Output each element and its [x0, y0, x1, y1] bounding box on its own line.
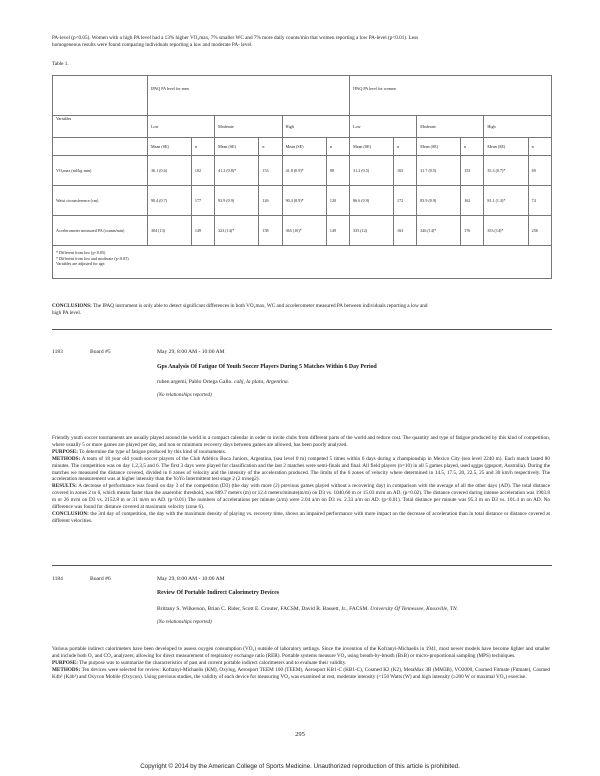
purpose-text: The purpose was to summarize the characteristics of past and current portable indirect calorimeters and to evaluate their validity. [77, 659, 347, 666]
table-row [53, 156, 552, 186]
copyright-notice: Copyright © 2014 by the American College of Sports Medicine. Unauthorized reproduction of this article is prohibited. [140, 763, 460, 770]
abstract-authors [157, 379, 289, 385]
header-variables: Variables [53, 116, 148, 138]
abstract-purpose [52, 449, 550, 456]
header-blank [53, 138, 148, 156]
purpose-label: PURPOSE: [52, 448, 78, 455]
abstract-authors [157, 606, 458, 612]
methods-label: METHODS: [52, 666, 81, 673]
results-label: RESULTS: [52, 483, 77, 490]
cell: 93.9 (0.9) [215, 186, 259, 216]
purpose-label: PURPOSE: [52, 659, 78, 666]
results-text: A decrease of performance was found on day 3 of the competition (D3) (the day with more (2) previous games played without a recovering day) in comparison with the average of all the other days (AD). The total distance covered in zones 2 to 6, which means faster than the anaerobic threshold, was 889.7 meters (m) or 12.4 meters/minute(m/m) on D3 vs. 1040.60 m or 15.03 m/m on AD. (p<0.02). The distance covered during intense acceleration was 1903.8 m or 26 m/m on D3 vs. 2152.8 m or 31 m/m on AD. (p<0.01) The numbers of accelerations per minute (a/m) were 2.04 a/m on D3 vs. 2.33 a/m on AD. (p<0.01). Total distance per minute was 95.3 m on D3 vs. 101.4 m on AD. No difference was found for distance covered at maximum velocity (zone 6). [52, 483, 550, 511]
cell: 153 [461, 156, 484, 186]
cell: 165 [394, 156, 417, 186]
cell: 36.1 (0.6) [148, 156, 192, 186]
cell: 90.4 (0.9)* [282, 186, 326, 216]
header-n: n [528, 138, 551, 156]
abstract-board: Board #5 [90, 349, 111, 355]
header-level: Moderate [215, 116, 283, 138]
conclusions-paragraph [52, 303, 550, 317]
abstract-body [52, 646, 550, 681]
header-n: n [326, 138, 349, 156]
cell: 353 (14)* [484, 216, 528, 246]
conclusions-text-2: high PA level. [52, 309, 82, 316]
header-level: Low [350, 116, 417, 138]
abstract-number: 1184 [52, 576, 63, 582]
cell: 102 [191, 156, 214, 186]
header-mean: Mean (SE) [282, 138, 326, 156]
header-mean: Mean (SE) [148, 138, 192, 156]
header-n: n [191, 138, 214, 156]
abstract-methods [52, 667, 550, 681]
cell: 149 [191, 216, 214, 246]
header-mean: Mean (SE) [484, 138, 528, 156]
abstract-methods [52, 456, 550, 484]
purpose-text: To determine the type of fatigue produced by this kind of tournaments. [77, 448, 227, 455]
cell: 86.6 (0.9) [350, 186, 394, 216]
cell: 176 [461, 216, 484, 246]
table-notes [53, 246, 552, 279]
divider [52, 329, 552, 330]
cell: 90.4 (0.7) [148, 186, 192, 216]
header-mean: Mean (SE) [215, 138, 259, 156]
header-n: n [259, 138, 282, 156]
table-label: Table 1. [52, 61, 69, 67]
row-label: Waist circumference (cm) [53, 186, 148, 216]
cell: 98 [326, 156, 349, 186]
conclusion-text: the 3rd day of competition, the day with the maximum density of playing vs. recovery time, shows an impaired performance with more impact on the decrease of acceleration than in total distance or distance covered at different velocities. [52, 510, 550, 524]
cell: 172 [394, 186, 417, 216]
header-men: IPAQ PA level for men [148, 76, 350, 116]
methods-text: Ten devices were selected for review: Kofranyi-Michaelis (KM), Oxylog, Aerosport TEEM 100 (TEEM), Aerosport KB1-C (KB1-C), Cosmed K2 (K2), MetaMax 3B (MM3B), VO2000, Cosmed Fitmate (Fitmate), Cosmed K4b² (K4b²) and Oxycon Mobile (Oxycon). Using previous studies, the validity of each device for measuring VO₂ was examined at rest, moderate intensity (<150 Watts (W) and high intensity (≥200 W or maximal VO₂) exercise. [52, 666, 550, 680]
cell: 153 [259, 156, 282, 186]
methods-text: A team of 18 year old youth soccer players of the Club Atlético Boca Juniors, Argentina, (sea level 0 m) competed 5 times within 6 days during a championship in Mexico City (sea level 2240 m). Each match lasted 80 minutes. The competition was on day 1,2,3,5 and 6. The first 3 days were played for classification and the last 2 matches were semi-finals and final. All field players (n=10) in all 5 games played, used sggps (gpsport, Australia). During the matches we measured the distance covered, divided in 6 zones of velocity and the intensity of the acceleration produced. The limits of the 6 zones of velocity where determined in 14.5, 17.5, 20, 22.5, 25 and 30 km/h respectively. The acceleration measurement was at higher intensity than the YoYo Intermittent test stage 2 (2 m/seg2). [52, 455, 550, 483]
header-level: Low [148, 116, 215, 138]
header-mean: Mean (SE) [350, 138, 394, 156]
row-label: VO₂max (ml/kg·min) [53, 156, 148, 186]
table-row [53, 186, 552, 216]
results-table [52, 75, 552, 279]
cell: 162 [461, 186, 484, 216]
cell: 177 [191, 186, 214, 216]
abstract-number: 1183 [52, 349, 63, 355]
abstract-board: Board #6 [90, 576, 111, 582]
row-label: Accelerometer measured PA (counts/min) [53, 216, 148, 246]
cell: 256 [528, 216, 551, 246]
author-affiliation: University Of Tennessee, Knoxville, TN. [368, 606, 459, 612]
divider [52, 565, 552, 566]
relationships-note: (No relationships reported) [157, 620, 212, 625]
cell: 149 [326, 216, 349, 246]
abstract-intro: Friendly youth soccer tournaments are usually played around the world in a compact calendar in order to invite clubs from different parts of the world and reduce cost. The quantity and type of fatigue produced by this kind of competition, where usually 5 or more games are played per day, and non or minimum recovery days between games are allowed, has been poorly analyzed. [52, 435, 550, 448]
header-n: n [461, 138, 484, 156]
cell: 69 [528, 156, 551, 186]
cell: 365 (16)* [282, 216, 326, 246]
cell: 31.2 (0.5) [350, 156, 394, 186]
abstract-body [52, 435, 550, 525]
cell: 81.1 (1.3)* [484, 186, 528, 216]
abstract-conclusion [52, 511, 550, 525]
cell: 41.2 (0.8)* [215, 156, 259, 186]
abstract-datetime: May 29, 8:00 AM - 10:00 AM [157, 576, 225, 582]
author-names: ruben argemi, Pablo Ortega Gallo. [157, 379, 233, 385]
table-note: * Different from low (p<0.05) [56, 250, 106, 255]
conclusions-text: The IPAQ instrument is only able to detect significant differences in both VO₂max, WC and accelerometer measured PA between individuals reporting a low and [91, 303, 428, 309]
header-level: High [484, 116, 552, 138]
cell: 335 (12) [350, 216, 394, 246]
intro-line-2: homogeneous results were found comparing individuals reporting a low and moderate PA- level. [52, 41, 253, 48]
cell: 31.7 (0.5) [417, 156, 461, 186]
abstract-title: Review Of Portable Indirect Calorimetry Devices [157, 590, 280, 596]
page-number: 295 [295, 731, 305, 738]
abstract-results [52, 483, 550, 511]
cell: 74 [528, 186, 551, 216]
cell: 41.8 (0.9)* [282, 156, 326, 186]
table-note: Variables are adjusted for age. [56, 261, 106, 266]
cell: 35.3 (0.7)* [484, 156, 528, 186]
header-level: High [282, 116, 350, 138]
conclusion-label: CONCLUSION: [52, 510, 89, 517]
abstract-datetime: May 29, 8:00 AM - 10:00 AM [157, 349, 225, 355]
intro-paragraph [52, 35, 550, 49]
conclusions-label: CONCLUSIONS: [52, 303, 92, 309]
cell: 163 [394, 216, 417, 246]
author-affiliation: cabj, la plata, Argentina. [232, 379, 290, 385]
cell: 83.9 (0.9) [417, 186, 461, 216]
table-row [53, 216, 552, 246]
cell: 323 (14)* [215, 216, 259, 246]
header-mean: Mean (SE) [417, 138, 461, 156]
table-note: * Different from low and moderate (p<0.05) [56, 255, 129, 261]
author-names: Brittany S. Wilkerson, Brian C. Rider, Scott E. Crouter, FACSM, David R. Bassett, Jr., FACSM. [157, 606, 369, 612]
intro-line-1: PA-level (p<0.05). Women with a high PA level had a 13% higher VO₂max, 7% smaller WC and 7% more daily counts/min that women reporting a low PA-level (p<0.01). Less [52, 35, 419, 41]
cell: 346 (14)* [417, 216, 461, 246]
table-corner-cell [53, 76, 148, 116]
abstract-title: Gps Analysis Of Fatigue Of Youth Soccer Players During 5 Matches Within 6 Day Period [157, 364, 377, 370]
cell: 126 [259, 186, 282, 216]
header-n: n [394, 138, 417, 156]
cell: 304 (13) [148, 216, 192, 246]
methods-label: METHODS: [52, 455, 81, 462]
relationships-note: (No relationships reported) [157, 393, 212, 398]
cell: 158 [259, 216, 282, 246]
abstract-purpose [52, 660, 550, 667]
abstract-intro: Various portable indirect calorimeters have been developed to assess oxygen consumption (VO₂) outside of laboratory settings. Since the invention of the Kofranyi-Michaelis in 1941, most newer models have become lighter and smaller and include both O₂ and CO₂ analyzers, allowing for direct measurement of respiratory exchange ratio (RER). Portable systems measure VO₂ using breath-by-breath (BxB) or micro-proportional sampling (MPS) techniques. [52, 646, 550, 659]
cell: 120 [326, 186, 349, 216]
header-level: Moderate [417, 116, 484, 138]
header-women: IPAQ PA level for women [350, 76, 552, 116]
